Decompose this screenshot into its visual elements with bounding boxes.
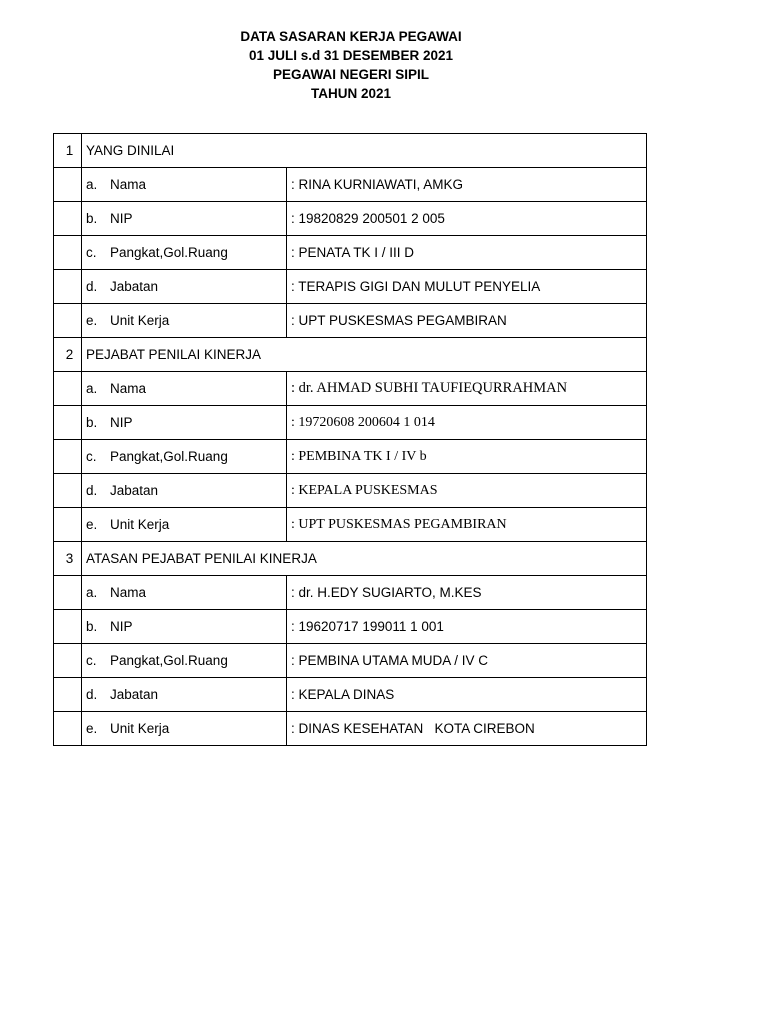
- field-label-cell: [82, 236, 287, 270]
- field-letter: a.: [86, 585, 98, 600]
- field-label: Unit Kerja: [110, 313, 170, 328]
- field-label: Jabatan: [110, 279, 159, 294]
- section-header-row: [54, 338, 647, 372]
- field-letter: b.: [86, 415, 98, 430]
- field-row: [54, 202, 647, 236]
- field-label-cell: [82, 474, 287, 508]
- section-number: 2: [54, 338, 82, 372]
- field-row: [54, 610, 647, 644]
- field-row: [54, 270, 647, 304]
- field-letter: a.: [86, 381, 98, 396]
- field-label-cell: [82, 304, 287, 338]
- field-label: Jabatan: [110, 483, 159, 498]
- section-title: PEJABAT PENILAI KINERJA: [82, 338, 647, 372]
- field-row: [54, 168, 647, 202]
- field-letter: a.: [86, 177, 98, 192]
- field-row: [54, 236, 647, 270]
- indent-cell: [54, 712, 82, 746]
- field-row: [54, 644, 647, 678]
- field-label-cell: [82, 372, 287, 406]
- header-title: DATA SASARAN KERJA PEGAWAI: [240, 29, 462, 44]
- field-value: : dr. AHMAD SUBHI TAUFIEQURRAHMAN: [287, 372, 647, 406]
- field-value: : dr. H.EDY SUGIARTO, M.KES: [287, 576, 647, 610]
- field-value: : DINAS KESEHATAN KOTA CIREBON: [287, 712, 647, 746]
- section-number: 1: [54, 134, 82, 168]
- header-category: PEGAWAI NEGERI SIPIL: [272, 67, 430, 82]
- field-value: : UPT PUSKESMAS PEGAMBIRAN: [287, 508, 647, 542]
- field-row: [54, 678, 647, 712]
- indent-cell: [54, 508, 82, 542]
- field-value: : TERAPIS GIGI DAN MULUT PENYELIA: [287, 270, 647, 304]
- field-label: Pangkat,Gol.Ruang: [110, 245, 228, 260]
- field-label-cell: [82, 712, 287, 746]
- field-row: [54, 712, 647, 746]
- field-label: NIP: [110, 415, 133, 430]
- field-label: Unit Kerja: [110, 721, 170, 736]
- field-label-cell: [82, 270, 287, 304]
- field-letter: c.: [86, 653, 97, 668]
- field-letter: b.: [86, 619, 98, 634]
- field-value: : PEMBINA TK I / IV b: [287, 440, 647, 474]
- field-value: : KEPALA DINAS: [287, 678, 647, 712]
- field-value: : KEPALA PUSKESMAS: [287, 474, 647, 508]
- field-value: : 19620717 199011 1 001: [287, 610, 647, 644]
- field-label: Pangkat,Gol.Ruang: [110, 449, 228, 464]
- field-label-cell: [82, 406, 287, 440]
- header-year: TAHUN 2021: [310, 86, 392, 101]
- field-label: Unit Kerja: [110, 517, 170, 532]
- field-label-cell: [82, 610, 287, 644]
- field-letter: b.: [86, 211, 98, 226]
- field-label: Jabatan: [110, 687, 159, 702]
- field-label: Nama: [110, 381, 147, 396]
- field-label-cell: [82, 202, 287, 236]
- field-label: NIP: [110, 211, 133, 226]
- field-row: [54, 372, 647, 406]
- field-value: : 19820829 200501 2 005: [287, 202, 647, 236]
- field-label-cell: [82, 678, 287, 712]
- field-label-cell: [82, 508, 287, 542]
- indent-cell: [54, 474, 82, 508]
- indent-cell: [54, 202, 82, 236]
- field-label: NIP: [110, 619, 133, 634]
- field-label: Nama: [110, 585, 147, 600]
- field-value: : PEMBINA UTAMA MUDA / IV C: [287, 644, 647, 678]
- section-number: 3: [54, 542, 82, 576]
- field-letter: e.: [86, 721, 98, 736]
- field-letter: e.: [86, 517, 98, 532]
- indent-cell: [54, 576, 82, 610]
- indent-cell: [54, 406, 82, 440]
- field-label-cell: [82, 644, 287, 678]
- field-row: [54, 474, 647, 508]
- field-letter: d.: [86, 279, 98, 294]
- document-header: [0, 27, 702, 103]
- field-label-cell: [82, 168, 287, 202]
- indent-cell: [54, 610, 82, 644]
- field-letter: d.: [86, 687, 98, 702]
- field-letter: c.: [86, 449, 97, 464]
- field-letter: e.: [86, 313, 98, 328]
- field-label-cell: [82, 440, 287, 474]
- field-value: : 19720608 200604 1 014: [287, 406, 647, 440]
- field-value: : UPT PUSKESMAS PEGAMBIRAN: [287, 304, 647, 338]
- indent-cell: [54, 304, 82, 338]
- section-title: YANG DINILAI: [82, 134, 647, 168]
- indent-cell: [54, 644, 82, 678]
- section-header-row: [54, 542, 647, 576]
- indent-cell: [54, 236, 82, 270]
- indent-cell: [54, 372, 82, 406]
- section-title: ATASAN PEJABAT PENILAI KINERJA: [82, 542, 647, 576]
- field-row: [54, 440, 647, 474]
- field-row: [54, 406, 647, 440]
- field-value: : PENATA TK I / III D: [287, 236, 647, 270]
- field-label: Pangkat,Gol.Ruang: [110, 653, 228, 668]
- field-label: Nama: [110, 177, 147, 192]
- field-row: [54, 576, 647, 610]
- indent-cell: [54, 168, 82, 202]
- indent-cell: [54, 678, 82, 712]
- employee-data-table: [53, 133, 647, 746]
- indent-cell: [54, 270, 82, 304]
- section-header-row: [54, 134, 647, 168]
- field-value: : RINA KURNIAWATI, AMKG: [287, 168, 647, 202]
- field-letter: c.: [86, 245, 97, 260]
- field-row: [54, 304, 647, 338]
- field-row: [54, 508, 647, 542]
- field-letter: d.: [86, 483, 98, 498]
- field-label-cell: [82, 576, 287, 610]
- header-period: 01 JULI s.d 31 DESEMBER 2021: [248, 48, 454, 63]
- indent-cell: [54, 440, 82, 474]
